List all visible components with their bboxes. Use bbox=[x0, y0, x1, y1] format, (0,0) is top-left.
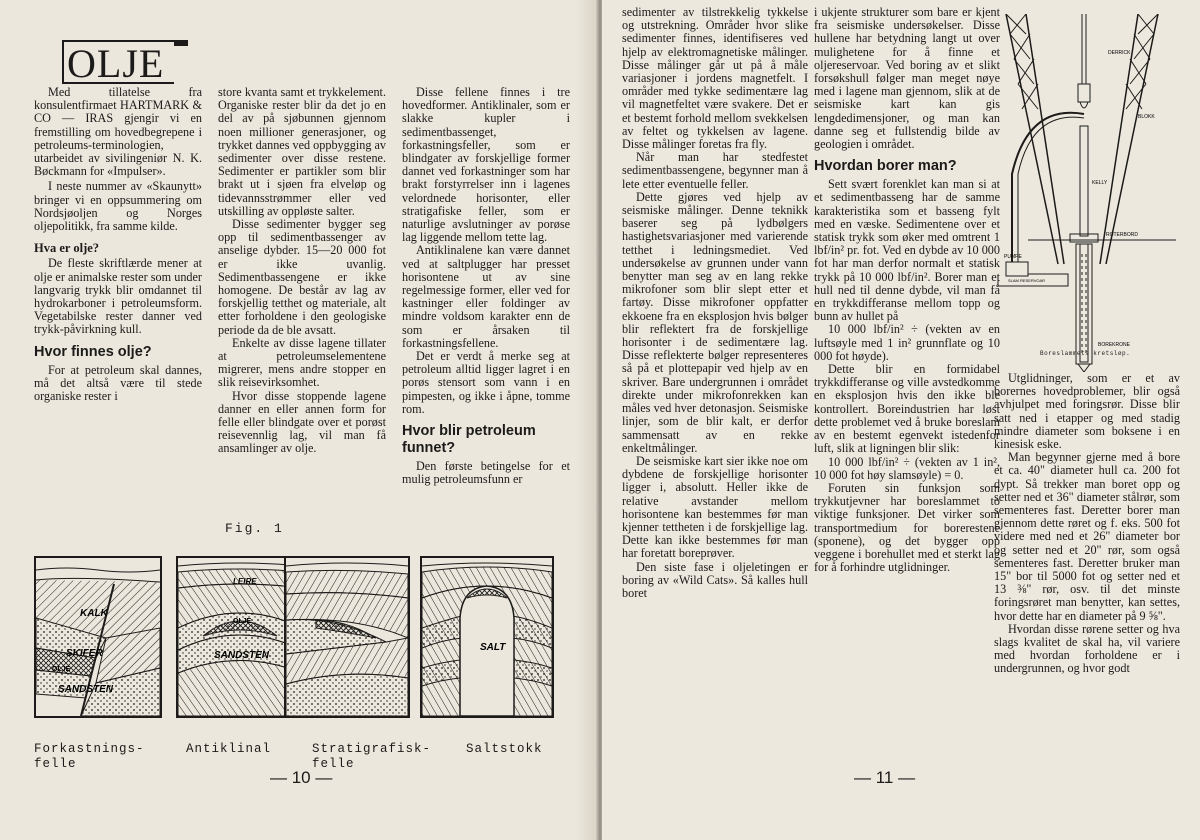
section-text-hvor-blir: Den første betingelse for et mulig petroleumsfunn er bbox=[402, 459, 570, 487]
article-title: OLJE bbox=[67, 41, 165, 86]
page-number-left: — 10 — bbox=[270, 768, 333, 787]
left-column-2 bbox=[218, 86, 386, 456]
paragraph: Foruten sin funksjon som trykkutjevner har boreslammet to viktige funksjoner. Det virker som transportmedium for borerestene (sponene), og det bygger opp veggene i borehullet med et sterkt lag for å forhindre utglidninger. bbox=[814, 480, 1000, 575]
next-issue-text: I neste nummer av «Skaunytt» bringer vi en oppsummering om Nordsjøoljen og Norges oljepolitikk, fra samme kilde. bbox=[34, 179, 202, 234]
figure-label: Fig. 1 bbox=[225, 521, 284, 536]
label-sandsten: SANDSTEN bbox=[214, 650, 270, 661]
section-heading-hvor-finnes-olje: Hvor finnes olje? bbox=[34, 343, 152, 360]
label-olje: OLJE bbox=[52, 666, 71, 673]
intro-text: Med tillatelse fra konsulentfirmaet HARTMARK & CO — IRAS gjengir vi en fremstilling om hovedbegrepene i petroleums-terminologien, utarbeidet av sivilingeniør N. K. Bøckmann for «Impulser». bbox=[34, 85, 202, 179]
label-olje: OLJE bbox=[233, 618, 252, 625]
label-blokk: BLOKK bbox=[1138, 114, 1155, 120]
left-column-3 bbox=[402, 86, 570, 486]
paragraph: Enkelte av disse lagene tillater at petroleumselementene migrerer, mens andre stopper en slik reisevirksomhet. bbox=[218, 335, 386, 390]
paragraph: Hvor disse stoppende lagene danner en eller annen form for felle eller blindgate over et porøst reisevennlig lag, vil man få ansamlinger av olje. bbox=[218, 388, 386, 456]
drilling-rig-diagram bbox=[988, 14, 1176, 372]
section-heading-hvordan-borer-man: Hvordan borer man? bbox=[814, 158, 957, 175]
paragraph: Antiklinalene kan være dannet ved at saltplugger har presset horisontene ut av sine regelmessige former, eller ved for kastninger eller foldinger av mindre voldsom karakter enn de som er årsaken til forkastningsfellene. bbox=[402, 243, 570, 350]
rig-caption: Boreslammets kretsløp. bbox=[1040, 350, 1131, 357]
paragraph: Dette gjøres ved hjelp av seismiske målinger. Denne teknikk baserer seg på lydbølgers hastighetsvariasjoner med varierende tetthet i ledningsmediet. Ved undersøkelse av grunnen under vann benytter man seg av en lang rekke mikrofoner som blir slept etter et fartøy. Disse mikrofoner oppfatter ekkoene fra en eksplosjon hvis bølger blir reflektert fra de forskjellige horisonter i de sedimentære lag. Disse reflekterte bølger representeres så på et plottepapir ved hjelp av en skriver. Bare undergrunnen i området direkte under mikrofonrekken kan måles ved hver detonasjon. Seismiske linjer, som de blir kalt, er derfor sammensatt av en rekke enkeltmålinger. bbox=[622, 189, 808, 455]
paragraph: Disse sedimenter bygger seg opp til sedimentbassenger av anselige dybder. 15—20 000 fot er ikke uvanlig. Sedimentbassengene er ikke homogene. De består av lag av forskjellig tetthet og materiale, alt etter forholdene i den geologiske periode da de ble avsatt. bbox=[218, 217, 386, 337]
section-heading-hvor-blir-petroleum-funnet: Hvor blir petroleum funnet? bbox=[402, 423, 536, 457]
page-number-right: — 11 — bbox=[854, 768, 916, 787]
paragraph: i ukjente strukturer som bare er kjent fra seismiske undersøkelser. Disse hullene har betydning langt ut over mulighetene for å finne et oljereservoar. Ved boring av et slikt forsøkshull følger man meget nøye med i lagene man gjennom, slik at de seismiske kart kan gis lengdedimensjoner, og man kan danne seg et fullstendig bilde av geologien i området. bbox=[814, 5, 1000, 152]
panel-stratigrafisk-felle bbox=[284, 556, 410, 718]
paragraph: Dette blir en formidabel trykkdifferanse og ville avstedkomme en eksplosjon hvis den ikke ble kontrollert. Boreindustrien har løst dette problemet ved å bruke boreslam av en bestemt egenvekt istedenfor luft, slik at ligningen blir slik: bbox=[814, 362, 1000, 456]
label-kalk: KALK bbox=[80, 608, 108, 619]
formula: 10 000 lbf/in² ÷ (vekten av en luftsøyle med 1 in² grunnflate og 10 000 fot høyde). bbox=[814, 322, 1000, 363]
paragraph: Den siste fase i oljeletingen er boring av «Wild Cats». Så kalles hull boret bbox=[622, 559, 808, 600]
paragraph: Disse fellene finnes i tre hovedformer. Antiklinaler, som er slakke kupler i sedimentbassenget, forkastningsfeller, som er blindgater av forskjellige former dannet ved forkastninger som har brakt forstyrrelser inn i lagenes velordnede horisonter, eller stratigafiske feller, som er naturlige avslutninger av porøse lag liggende mellom tette lag. bbox=[402, 85, 570, 245]
caption-saltstokk: Saltstokk bbox=[466, 742, 543, 756]
caption-stratigrafisk-felle: Stratigrafisk-felle bbox=[312, 742, 432, 771]
paragraph: Hvordan disse rørene setter og hva slags kvalitet de skal ha, vil variere med hvordan forholdene er i undergrunnen, og hvor godt bbox=[994, 621, 1180, 676]
label-derrick: DERRICK bbox=[1108, 50, 1131, 56]
formula: 10 000 lbf/in² ÷ (vekten av 1 in², 10 000 fot høy slamsøyle) = 0. bbox=[814, 454, 1000, 482]
paragraph: Det er verdt å merke seg at petroleum alltid ligger lagret i en porøs stensort som vann i en pimpesten, og ikke i åpne, tomme rom. bbox=[402, 349, 570, 416]
label-skifer: SKIFER bbox=[66, 648, 103, 659]
left-column-1 bbox=[34, 86, 202, 403]
article-title-box bbox=[62, 40, 174, 84]
paragraph: sedimenter av tilstrekkelig tykkelse og utstrekning. Områder hvor slike sedimenter finnes, identifiseres ved hjelp av elektromagnetiske målinger. Disse målinger går ut på å måle variasjoner i jordens magnetfelt. I områder med tykke sedimentære lag vil magnetfeltet være svakere. Det er et bestemt forhold mellom svekkelsen av feltet og tykkelsen av lagene. Disse målinger foretas fra fly. bbox=[622, 5, 808, 152]
caption-forkastningsfelle: Forkastnings-felle bbox=[34, 742, 145, 771]
label-roterbord: ROTERBORD bbox=[1106, 232, 1138, 238]
paragraph: De seismiske kart sier ikke noe om dybdene de forskjellige horisonter ligger i, absolutt. Heller ikke de relative avstander mellom horisontene kan bestemmes før man kjenner tettheten i de forskjellige lag. Dette kan ikke bestemmes før man har foretatt boreprøver. bbox=[622, 453, 808, 561]
caption-antiklinal: Antiklinal bbox=[186, 742, 272, 756]
paragraph: Når man har stedfestet sedimentbassengene, begynner man å lete etter eventuelle feller. bbox=[622, 150, 808, 191]
right-column-2 bbox=[814, 6, 1000, 574]
paragraph: store kvanta samt et trykkelement. Organiske rester blir da det jo en del av på sjøbunnen gjennom noen millioner generasjoner, og trykket dannes ved oppbygging av sedimenter over disse restene. Sedimenter er partikler som blir brakt ut i sjøen fra elveløp og tidevannsstrømmer eller ved utskilling av oppløste salter. bbox=[218, 85, 386, 218]
section-text-hvor-finnes-olje: For at petroleum skal dannes, må det altså være til stede organiske rester i bbox=[34, 362, 202, 404]
fault-trap-drawing bbox=[36, 558, 160, 716]
section-text-hva-er-olje: De fleste skriftlærde mener at olje er animalske rester som under langvarig trykk blir omdannet til hydrokarboner i petroleumsform. Vegetabilske rester danner ved trykk-påvirkning kull. bbox=[34, 256, 202, 337]
section-heading-hva-er-olje: Hva er olje? bbox=[34, 241, 100, 256]
label-salt: SALT bbox=[480, 642, 506, 653]
paragraph: Man begynner gjerne med å bore et ca. 40" diameter hull ca. 200 fot dypt. Så trekker man boret opp og setter ned et 36" diameter stålrør, som sementeres fast. Deretter borer man gjennom dette røret og f. eks. 500 fot videre med ned et 26" diameter bor og setter ned et 20" rør, som også sementeres fast. Deretter bruker man 15" bor til 5000 fot og setter ned et 13 ⅜" rør, osv. til det minste foringsrøret man benytter, kan settes, hvor dette har en diameter på 9 ⅝". bbox=[994, 450, 1180, 623]
right-column-3 bbox=[994, 372, 1180, 676]
label-borekrone: BOREKRONE bbox=[1098, 342, 1130, 348]
right-column-1 bbox=[622, 6, 808, 600]
label-leire: LEIRE bbox=[233, 577, 257, 586]
paragraph: Utglidninger, som er et av borernes hovedproblemer, blir også avhjulpet med foringsrør. Disse blir satt ned i etapper og med stadig mindre diameter som boksene i en kinesisk eske. bbox=[994, 371, 1180, 452]
label-slam-reservoar: SLAM RESERVOAR bbox=[1008, 278, 1046, 283]
paragraph: Sett svært forenklet kan man si at et sedimentbasseng har de samme karakteristika som et basseng fylt med en væske. Sedimentene over et statisk trykk som øker med omtrent 1 lbf/in² pr. fot. Ved en dybde av 10 000 fot har man derfor normalt et statisk trykk på 10 000 lbf/in². Borer man et hull ned til denne dybde, vil man få en trykkdifferanse mellom topp og bunn av hullet på bbox=[814, 177, 1000, 324]
salt-dome-drawing bbox=[422, 558, 552, 716]
label-sandsten: SANDSTEN bbox=[58, 684, 114, 695]
left-page bbox=[0, 0, 598, 840]
panel-saltstokk bbox=[420, 556, 554, 718]
stratigraphic-trap-drawing bbox=[286, 558, 408, 716]
panel-forkastningsfelle bbox=[34, 556, 162, 718]
label-kelly: KELLY bbox=[1092, 180, 1108, 186]
label-pumpe: PUMPE bbox=[1004, 254, 1022, 260]
